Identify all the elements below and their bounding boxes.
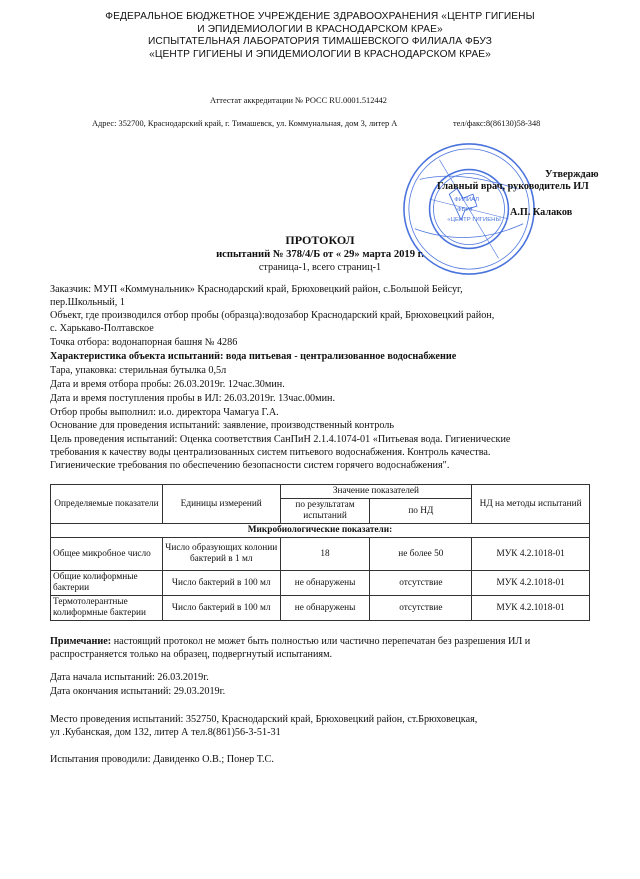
approval-line-2: Главный врач, руководитель ИЛ [437, 181, 589, 192]
object-characteristic: Характеристика объекта испытаний: вода питьевая - централизованное водоснабжение [50, 351, 457, 362]
header-units: Единицы измерений [162, 485, 280, 524]
protocol-title: ПРОТОКОЛ [285, 233, 355, 247]
header-parameter: Определяемые показатели [51, 485, 163, 524]
table-row [51, 571, 590, 596]
header-norm: по НД [370, 499, 472, 524]
cell-unit: Число бактерий в 100 мл [162, 596, 280, 621]
lab-phone: тел/факс:8(86130)58-348 [453, 119, 541, 128]
svg-text:«ЦЕНТР ГИГИЕНЫ: «ЦЕНТР ГИГИЕНЫ [447, 216, 501, 223]
note-label: Примечание: [50, 636, 112, 647]
cell-norm: отсутствие [370, 596, 472, 621]
accreditation: Аттестат аккредитации № РОСС RU.0001.512442 [210, 96, 387, 105]
header-line-2: И ЭПИДЕМИОЛОГИИ В КРАСНОДАРСКОМ КРАЕ» [197, 23, 443, 35]
cell-param: Общее микробное число [51, 538, 163, 571]
test-purpose-2: требования к качеству воды централизованных систем питьевого водоснабжения. Контроль качества. [50, 447, 491, 458]
approval-signatory: А.П. Калаков [510, 207, 573, 218]
test-place-1: Место проведения испытаний: 352750, Краснодарский край, Брюховецкий район, ст.Брюховецкая, [50, 714, 478, 725]
cell-result: не обнаружены [280, 596, 370, 621]
cell-method: МУК 4.2.1018-01 [472, 538, 590, 571]
note [50, 636, 590, 649]
sampled-by: Отбор пробы выполнил: и.о. директора Чамагуа Г.А. [50, 407, 279, 418]
cell-result: не обнаружены [280, 571, 370, 596]
receipt-date: Дата и время поступления пробы в ИЛ: 26.03.2019г. 13час.00мин. [50, 393, 336, 404]
sampling-point: Точка отбора: водонапорная башня № 4286 [50, 337, 238, 348]
test-end-date: Дата окончания испытаний: 29.03.2019г. [50, 686, 226, 697]
cell-unit: Число образующих колонии бактерий в 1 мл [162, 538, 280, 571]
org-header [40, 11, 600, 61]
customer: Заказчик: МУП «Коммунальник» Краснодарский край, Брюховецкий район, с.Большой Бейсуг, [50, 284, 463, 295]
note-text: настоящий протокол не может быть полностью или частично перепечатан без разрешения ИЛ и [111, 636, 531, 647]
test-purpose-1: Цель проведения испытаний: Оценка соответствия СанПиН 2.1.4.1074-01 «Питьевая вода. Гигиенические [50, 434, 511, 445]
test-basis: Основание для проведения испытаний: заявление, производственный контроль [50, 420, 395, 431]
lab-address: Адрес: 352700, Краснодарский край, г. Тимашевск, ул. Коммунальная, дом 3, литер А [92, 119, 398, 128]
header-results: по результатам испытаний [280, 499, 370, 524]
sampling-object-2: с. Харькаво-Полтавское [50, 323, 154, 334]
cell-method: МУК 4.2.1018-01 [472, 596, 590, 621]
cell-result: 18 [280, 538, 370, 571]
test-start-date: Дата начала испытаний: 26.03.2019г. [50, 672, 209, 683]
test-place-2: ул .Кубанская, дом 132, литер А тел.8(861)56-3-51-31 [50, 727, 281, 738]
cell-unit: Число бактерий в 100 мл [162, 571, 280, 596]
performed-by: Испытания проводили: Давиденко О.В.; Понер Т.С. [50, 754, 274, 765]
protocol-number: испытаний № 378/4/Б от « 29» марта 2019 г. [216, 249, 424, 260]
svg-text:ФБУЗ: ФБУЗ [457, 206, 473, 213]
table-header-row [51, 485, 590, 499]
cell-norm: отсутствие [370, 571, 472, 596]
sampling-date: Дата и время отбора пробы: 26.03.2019г. 12час.30мин. [50, 379, 285, 390]
results-table [50, 484, 590, 621]
cell-param: Общие колиформные бактерии [51, 571, 163, 596]
table-row [51, 596, 590, 621]
section-row [51, 524, 590, 538]
customer-address-2: пер.Школьный, 1 [50, 297, 125, 308]
test-purpose-3: Гигиенические требования по обеспечению безопасности систем горячего водоснабжения". [50, 460, 450, 471]
cell-method: МУК 4.2.1018-01 [472, 571, 590, 596]
header-line-3: ИСПЫТАТЕЛЬНАЯ ЛАБОРАТОРИЯ ТИМАШЕВСКОГО ФИЛИАЛА ФБУЗ [147, 36, 493, 47]
section-title: Микробиологические показатели: [51, 524, 590, 538]
approval-line-1: Утверждаю [545, 169, 599, 180]
container: Тара, упаковка: стерильная бутылка 0,5л [50, 365, 227, 376]
header-line-1: ФЕДЕРАЛЬНОЕ БЮДЖЕТНОЕ УЧРЕЖДЕНИЕ ЗДРАВООХРАНЕНИЯ «ЦЕНТР ГИГИЕНЫ [105, 11, 535, 22]
header-line-4: «ЦЕНТР ГИГИЕНЫ И ЭПИДЕМИОЛОГИИ В КРАСНОДАРСКОМ КРАЕ» [149, 48, 491, 60]
cell-param: Термотолерантные колиформные бактерии [51, 596, 163, 621]
note-text-2: распространяется только на образец, подвергнутый испытаниям. [50, 649, 333, 660]
cell-norm: не более 50 [370, 538, 472, 571]
header-values: Значение показателей [280, 485, 472, 499]
svg-text:ФИЛИАЛ: ФИЛИАЛ [454, 197, 480, 204]
table-row [51, 538, 590, 571]
sampling-object: Объект, где производился отбор пробы (образца):водозабор Краснодарский край, Брюховецкий район, [50, 310, 495, 321]
header-methods: НД на методы испытаний [472, 485, 590, 524]
page-count: страница-1, всего страниц-1 [258, 262, 382, 273]
